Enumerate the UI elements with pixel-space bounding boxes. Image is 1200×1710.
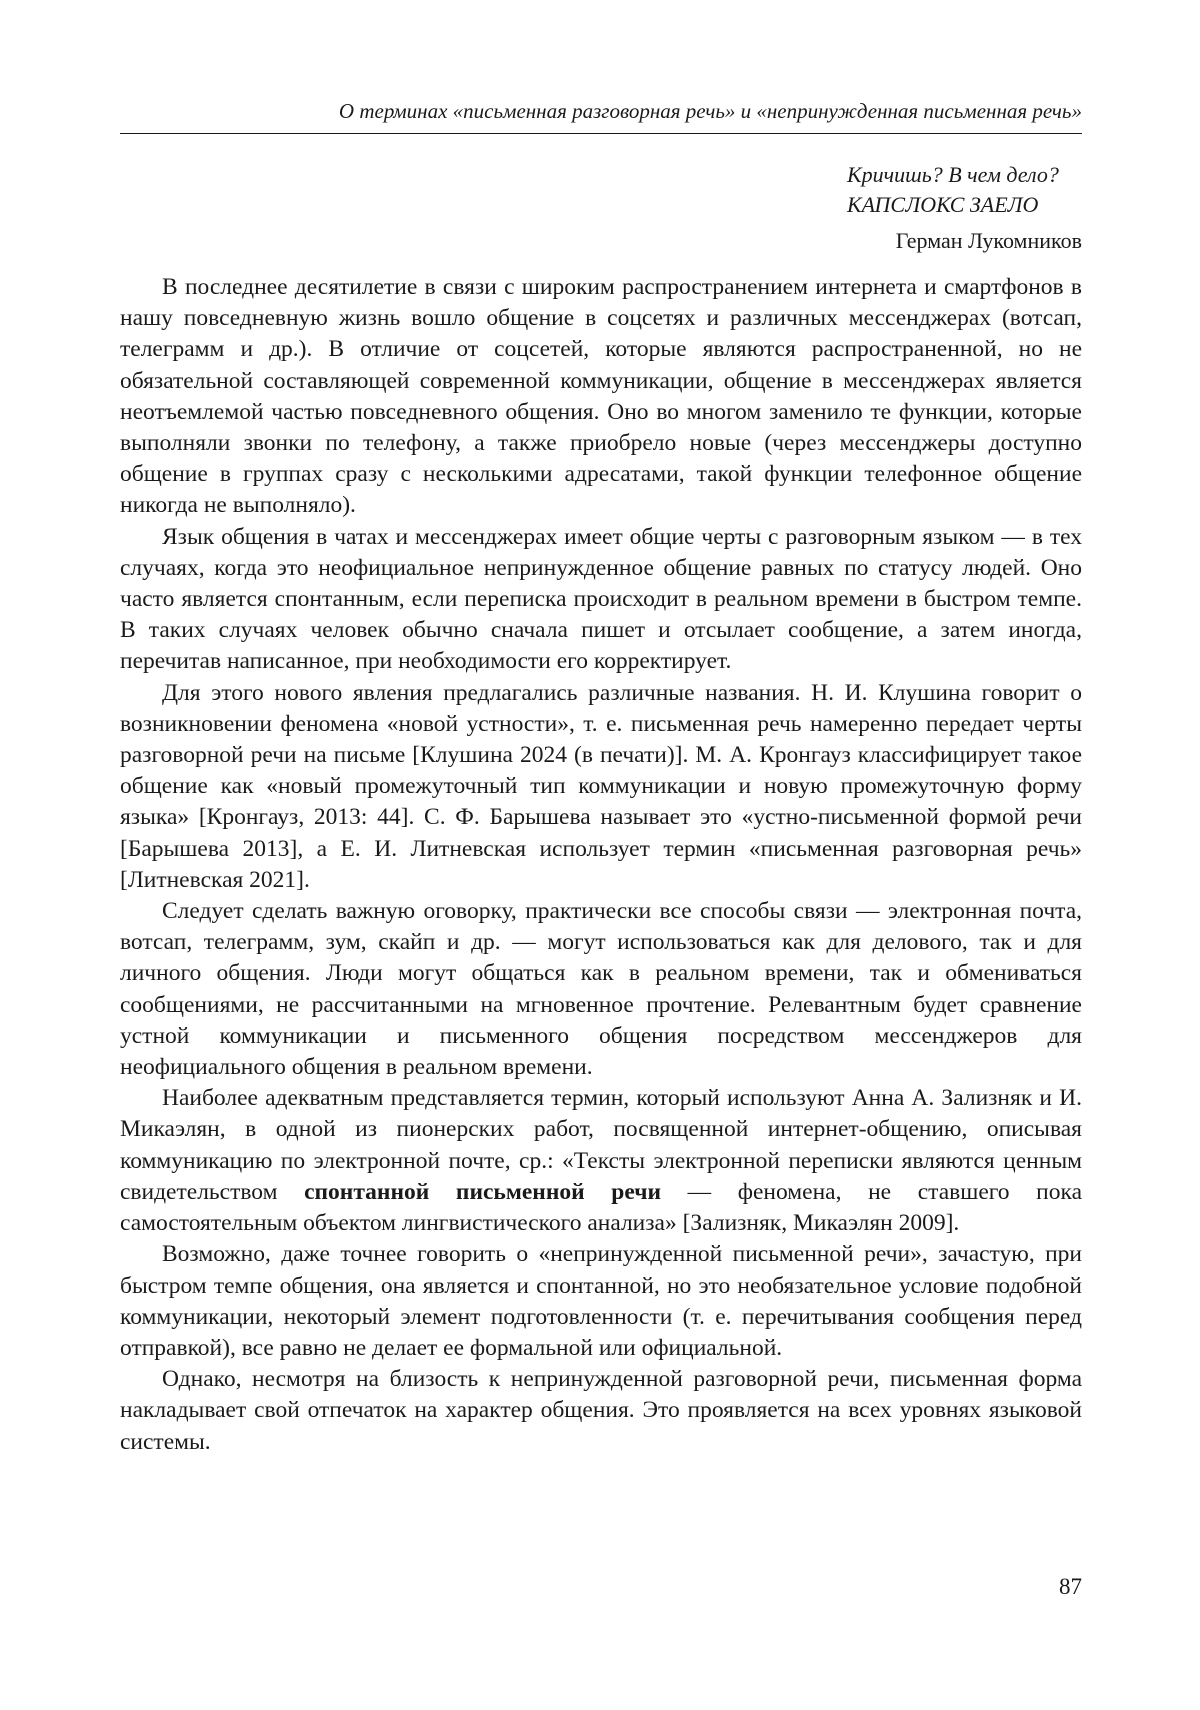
epigraph-line-2: КАПСЛОКС ЗАЕЛО <box>847 192 1039 217</box>
paragraph-6: Возможно, даже точнее говорить о «непринужденной письменной речи», зачастую, при быстром темпе общения, она является и спонтанной, но это необязательное условие подобной коммуникации, некоторый элемент подготовленности (т. е. перечитывания сообщения перед отправкой), все равно не делает ее формальной или официальной. <box>120 1241 1082 1361</box>
paragraph-1: В последнее десятилетие в связи с широким распространением интернета и смартфонов в нашу повседневную жизнь вошло общение в соцсетях и различных мессенджерах (вотсап, телеграмм и др.). В отличие от соцсетей, которые являются распространенной, но не обязательной составляющей современной коммуникации, общение в мессенджерах является неотъемлемой частью повседневного общения. Оно во многом заменило те функции, которые выполняли звонки по телефону, а также приобрело новые (через мессенджеры доступно общение в группах сразу с несколькими адресатами, такой функции телефонное общение никогда не выполняло). <box>120 274 1082 519</box>
paragraph-3: Для этого нового явления предлагались различные названия. Н. И. Клушина говорит о возникновении феномена «новой устности», т. е. письменная речь намеренно передает черты разговорной речи на письме [Клушина 2024 (в печати)]. М. А. Кронгауз классифицирует такое общение как «новый промежуточный тип коммуникации и новую промежуточную форму языка» [Кронгауз, 2013: 44]. С. Ф. Барышева называет это «устно-письменной формой речи [Барышева 2013], а Е. И. Литневская использует термин «письменная разговорная речь» [Литневская 2021]. <box>120 679 1082 893</box>
paragraph-5 <box>120 1083 1082 1239</box>
epigraph-line-1: Кричишь? В чем дело? <box>847 162 1059 187</box>
epigraph <box>600 160 1082 256</box>
paragraph-5-text-end: — феномена, не ставшего пока самостоятельным объектом лингвистического анализа» [Зализняк, Микаэлян 2009]. <box>120 1178 1083 1237</box>
paragraph-2: Язык общения в чатах и мессенджерах имеет общие черты с разговорным языком — в тех случаях, когда это неофициальное непринужденное общение равных по статусу людей. Оно часто является спонтанным, если переписка происходит в реальном времени в быстром темпе. В таких случаях человек обычно сначала пишет и отсылает сообщение, а затем иногда, перечитав написанное, при необходимости его корректирует. <box>120 523 1082 675</box>
paragraph-7: Однако, несмотря на близость к непринужденной разговорной речи, письменная форма накладывает свой отпечаток на характер общения. Это проявляется на всех уровнях языковой системы. <box>120 1366 1082 1455</box>
epigraph-author: Герман Лукомников <box>895 228 1082 253</box>
paragraph-4: Следует сделать важную оговорку, практически все способы связи — электронная почта, вотсап, телеграмм, зум, скайп и др. — могут использоваться как для делового, так и для личного общения. Люди могут общаться как в реальном времени, так и обмениваться сообщениями, не рассчитанными на мгновенное прочтение. Релевантным будет сравнение устной коммуникации и письменного общения посредством мессенджеров для неофициального общения в реальном времени. <box>120 898 1082 1081</box>
page-number: 87 <box>1059 1574 1082 1599</box>
running-header: О терминах «письменная разговорная речь» и «непринужденная письменная речь» <box>338 99 1082 123</box>
header-divider <box>120 133 1082 134</box>
body-text <box>120 272 1082 1458</box>
emphasized-term: спонтанной письменной речи <box>304 1178 661 1205</box>
paragraph-5-text-start: Наиболее адекватным представляется термин, который используют Анна А. Зализняк и И. Микаэлян, в одной из пионерских работ, посвященной интернет-общению, описывая коммуникацию по электронной почте, ср.: «Тексты электронной переписки являются ценным свидетельством <box>120 1085 1082 1205</box>
